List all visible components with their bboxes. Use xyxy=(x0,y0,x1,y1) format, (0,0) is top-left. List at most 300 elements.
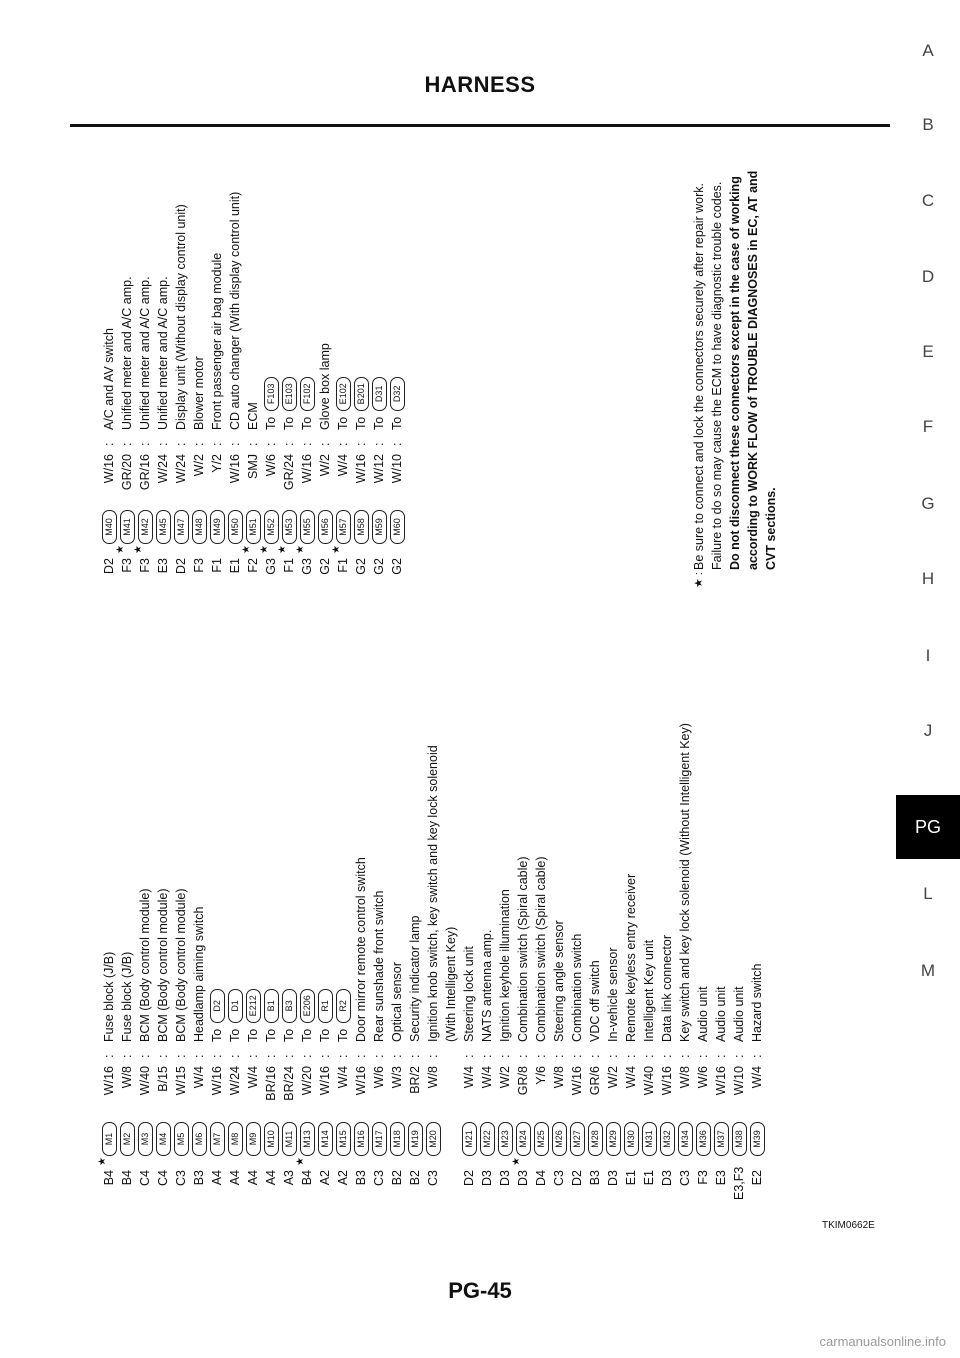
connector-description xyxy=(604,948,622,1043)
separator: : xyxy=(408,1054,422,1058)
description-text: Key switch and key lock solenoid (Without Intelligent Key) xyxy=(678,723,692,1042)
connector-badge: M60 xyxy=(390,510,405,544)
description-text: To xyxy=(354,416,368,430)
separator: : xyxy=(138,1054,152,1058)
mating-connector-badge: B201 xyxy=(354,377,369,411)
description-text: Fuse block (J/B) xyxy=(120,951,134,1042)
connector-badge: M58 xyxy=(354,510,369,544)
side-tab-bar xyxy=(896,0,960,1358)
wire-spec: GR/24 xyxy=(282,454,296,491)
description-text: A/C and AV switch xyxy=(102,328,116,430)
wire-spec: W/16 xyxy=(714,1066,728,1096)
side-tab-m[interactable]: M xyxy=(920,960,936,980)
connector-description xyxy=(532,857,550,1043)
grid-ref: B4 xyxy=(102,1170,116,1186)
grid-ref: D2 xyxy=(174,558,188,574)
connector-badge: M48 xyxy=(192,510,207,544)
separator: : xyxy=(282,442,296,446)
wire-spec: W/2 xyxy=(498,1066,512,1089)
connector-description xyxy=(316,343,334,430)
separator: : xyxy=(372,442,386,446)
connector-description xyxy=(334,377,352,430)
connector-badge: M41 xyxy=(120,510,135,544)
connector-badge: M5 xyxy=(174,1122,189,1156)
connector-description xyxy=(352,857,370,1042)
connector-description xyxy=(640,940,658,1042)
separator: : xyxy=(714,1054,728,1058)
separator: : xyxy=(192,1054,206,1058)
star-icon: ★ xyxy=(133,545,144,554)
connector-badge: M28 xyxy=(588,1122,603,1156)
connector-description xyxy=(586,960,604,1042)
grid-ref: D2 xyxy=(462,1170,476,1186)
side-tab-i[interactable]: I xyxy=(925,645,931,665)
description-text: NATS antenna amp. xyxy=(480,929,494,1042)
grid-ref: E1 xyxy=(228,558,242,574)
connector-description xyxy=(136,276,154,430)
note-line xyxy=(762,148,780,588)
wire-spec: W/16 xyxy=(102,454,116,484)
separator: : xyxy=(318,442,332,446)
connector-description xyxy=(244,402,262,430)
description-text: Blower motor xyxy=(192,356,206,430)
star-icon: ★ xyxy=(97,1157,108,1166)
grid-ref: A4 xyxy=(264,1170,278,1186)
connector-description xyxy=(712,986,730,1042)
grid-ref: G2 xyxy=(318,558,332,575)
connector-description xyxy=(208,989,226,1042)
separator: : xyxy=(462,1054,476,1058)
mating-connector-badge: D1 xyxy=(228,989,243,1023)
separator: : xyxy=(174,442,188,446)
description-text: Door mirror remote control switch xyxy=(354,857,368,1042)
grid-ref: G3 xyxy=(300,558,314,575)
wire-spec: W/4 xyxy=(462,1066,476,1089)
description-text: Hazard switch xyxy=(750,963,764,1042)
connector-badge: M47 xyxy=(174,510,189,544)
grid-ref: F3 xyxy=(138,558,152,573)
wire-spec: W/4 xyxy=(480,1066,494,1089)
separator: : xyxy=(120,1054,134,1058)
grid-ref: E1 xyxy=(624,1170,638,1186)
description-text: To xyxy=(390,416,404,430)
connector-badge: M20 xyxy=(426,1122,441,1156)
note-text: Be sure to connect and lock the connectors securely after repair work. xyxy=(692,183,706,570)
caution-note xyxy=(690,148,780,588)
connector-badge: M37 xyxy=(714,1122,729,1156)
side-tab-pg[interactable]: PG xyxy=(896,795,960,859)
description-text: To xyxy=(246,1028,260,1042)
wire-spec: W/3 xyxy=(390,1066,404,1089)
note-text: Failure to do so may cause the ECM to have diagnostic trouble codes. xyxy=(710,181,724,570)
connector-description xyxy=(298,377,316,430)
grid-ref: B3 xyxy=(354,1170,368,1186)
connector-badge: M13 xyxy=(300,1122,315,1156)
connector-badge: M8 xyxy=(228,1122,243,1156)
connector-badge: M39 xyxy=(750,1122,765,1156)
grid-ref: D3 xyxy=(606,1170,620,1186)
description-text: VDC off switch xyxy=(588,960,602,1042)
connector-badge: M24 xyxy=(516,1122,531,1156)
grid-ref: D2 xyxy=(102,558,116,574)
description-text: Combination switch (Spiral cable) xyxy=(516,856,530,1042)
wire-spec: W/40 xyxy=(138,1066,152,1096)
mating-connector-badge: D32 xyxy=(390,377,405,411)
connector-description xyxy=(676,723,694,1042)
description-text: To xyxy=(282,416,296,430)
mating-connector-badge: E103 xyxy=(282,377,297,411)
connector-badge: M50 xyxy=(228,510,243,544)
mating-connector-badge: D31 xyxy=(372,377,387,411)
description-text: Unified meter and A/C amp. xyxy=(156,276,170,430)
grid-ref: A2 xyxy=(318,1170,332,1186)
description-text: Combination switch xyxy=(570,933,584,1042)
separator: : xyxy=(210,442,224,446)
wire-spec: W/8 xyxy=(426,1066,440,1089)
connector-badge: M45 xyxy=(156,510,171,544)
wire-spec: W/4 xyxy=(192,1066,206,1089)
separator: : xyxy=(156,1054,170,1058)
wire-spec: W/24 xyxy=(228,1066,242,1096)
side-tab-e[interactable]: E xyxy=(922,341,934,361)
star-icon: ★ xyxy=(259,545,270,554)
side-tab-l[interactable]: L xyxy=(923,884,933,904)
grid-ref: B2 xyxy=(390,1170,404,1186)
description-text: Unified meter and A/C amp. xyxy=(138,276,152,430)
mating-connector-badge: F102 xyxy=(300,377,315,411)
wire-spec: W/12 xyxy=(372,454,386,484)
description-text: Steering lock unit xyxy=(462,946,476,1042)
grid-ref: C3 xyxy=(372,1170,386,1186)
side-tab-b[interactable]: B xyxy=(922,114,934,134)
wire-spec: W/2 xyxy=(318,454,332,477)
wire-spec: W/10 xyxy=(732,1066,746,1096)
mating-connector-badge: D2 xyxy=(210,989,225,1023)
wire-spec: W/4 xyxy=(336,1066,350,1089)
wire-spec: B/15 xyxy=(156,1066,170,1092)
grid-ref: B4 xyxy=(120,1170,134,1186)
connector-description xyxy=(478,930,496,1042)
grid-ref: B4 xyxy=(300,1170,314,1186)
grid-ref: D4 xyxy=(534,1170,548,1186)
wire-spec: W/6 xyxy=(696,1066,710,1089)
grid-ref: E1 xyxy=(642,1170,656,1186)
description-text: To xyxy=(264,416,278,430)
description-text: To xyxy=(336,416,350,430)
description-text: In-vehicle sensor xyxy=(606,947,620,1042)
description-text: To xyxy=(300,1028,314,1042)
wire-spec: W/16 xyxy=(210,1066,224,1096)
grid-ref: B2 xyxy=(408,1170,422,1186)
connector-badge: M21 xyxy=(462,1122,477,1156)
wire-spec: W/2 xyxy=(606,1066,620,1089)
description-text: To xyxy=(372,416,386,430)
connector-description xyxy=(280,989,298,1042)
description-text: Remote keyless entry receiver xyxy=(624,873,638,1042)
grid-ref: E2 xyxy=(750,1170,764,1186)
connector-description xyxy=(298,989,316,1042)
grid-ref: E3 xyxy=(714,1170,728,1186)
connector-description xyxy=(568,934,586,1042)
connector-description xyxy=(622,874,640,1042)
note-line xyxy=(726,148,744,588)
side-tab-f[interactable]: F xyxy=(922,417,934,437)
separator: : xyxy=(390,442,404,446)
connector-badge: M30 xyxy=(624,1122,639,1156)
side-tab-a[interactable]: A xyxy=(922,40,934,60)
connector-description xyxy=(262,989,280,1042)
page-number: PG-45 xyxy=(448,1278,512,1303)
wire-spec: BR/16 xyxy=(264,1066,278,1101)
note-line xyxy=(690,148,708,588)
connector-badge: M29 xyxy=(606,1122,621,1156)
star-icon: ★ xyxy=(295,1157,306,1166)
grid-ref: C4 xyxy=(138,1170,152,1186)
wire-spec: W/8 xyxy=(678,1066,692,1089)
wire-spec: W/16 xyxy=(570,1066,584,1096)
mating-connector-badge: E206 xyxy=(300,989,315,1023)
description-text: Combination switch (Spiral cable) xyxy=(534,856,548,1042)
grid-ref: A3 xyxy=(282,1170,296,1186)
description-text: Glove box lamp xyxy=(318,343,332,430)
grid-ref: F3 xyxy=(696,1170,710,1185)
mating-connector-badge: E212 xyxy=(246,989,261,1023)
connector-list-rotated xyxy=(97,170,800,1200)
connector-badge: M23 xyxy=(498,1122,513,1156)
description-text: Audio unit xyxy=(732,986,746,1042)
connector-badge: M36 xyxy=(696,1122,711,1156)
connector-description xyxy=(190,356,208,430)
grid-ref: G2 xyxy=(354,558,368,575)
separator: : xyxy=(570,1054,584,1058)
connector-description xyxy=(388,962,406,1042)
connector-description xyxy=(100,328,118,430)
mating-connector-badge: B3 xyxy=(282,989,297,1023)
wire-spec: W/20 xyxy=(300,1066,314,1096)
connector-description xyxy=(118,276,136,430)
wire-spec: W/16 xyxy=(660,1066,674,1096)
wire-spec: GR/6 xyxy=(588,1066,602,1096)
description-text: To xyxy=(264,1028,278,1042)
grid-ref: D3 xyxy=(480,1170,494,1186)
separator: : xyxy=(354,1054,368,1058)
wire-spec: W/16 xyxy=(228,454,242,484)
note-text: according to WORK FLOW of TROUBLE DIAGNOSES in EC, AT and xyxy=(746,170,760,570)
separator: : xyxy=(696,1054,710,1058)
separator: : xyxy=(210,1054,224,1058)
grid-ref: G3 xyxy=(264,558,278,575)
grid-ref: F1 xyxy=(210,558,224,573)
description-text: Display unit (Without display control unit) xyxy=(174,204,188,430)
connector-badge: M52 xyxy=(264,510,279,544)
connector-description xyxy=(388,377,406,430)
separator: : xyxy=(390,1054,404,1058)
separator: : xyxy=(516,1054,530,1058)
wire-spec: GR/16 xyxy=(138,454,152,491)
connector-badge: M4 xyxy=(156,1122,171,1156)
grid-ref: D2 xyxy=(570,1170,584,1186)
description-text: Headlamp aiming switch xyxy=(192,906,206,1042)
connector-description xyxy=(208,253,226,430)
description-text: Intelligent Key unit xyxy=(642,939,656,1042)
wire-spec: W/16 xyxy=(354,454,368,484)
separator: : xyxy=(102,1054,116,1058)
grid-ref: A2 xyxy=(336,1170,350,1186)
description-text: Ignition keyhole illumination xyxy=(498,889,512,1042)
grid-ref: G2 xyxy=(390,558,404,575)
grid-ref: F3 xyxy=(120,558,134,573)
wire-spec: W/16 xyxy=(102,1066,116,1096)
separator: : xyxy=(138,442,152,446)
connector-description xyxy=(442,927,460,1042)
separator: : xyxy=(750,1054,764,1058)
separator: : xyxy=(354,442,368,446)
connector-description xyxy=(370,377,388,430)
side-tab-h[interactable]: H xyxy=(921,569,935,589)
description-text: Unified meter and A/C amp. xyxy=(120,276,134,430)
wire-spec: W/8 xyxy=(552,1066,566,1089)
description-text: Security indicator lamp xyxy=(408,915,422,1042)
wire-spec: W/16 xyxy=(354,1066,368,1096)
wire-spec: W/6 xyxy=(264,454,278,477)
connector-description xyxy=(370,891,388,1042)
connector-description xyxy=(730,986,748,1042)
side-tab-j[interactable]: J xyxy=(923,721,933,740)
wire-spec: GR/20 xyxy=(120,454,134,491)
grid-ref: F2 xyxy=(246,558,260,573)
description-text: Fuse block (J/B) xyxy=(102,951,116,1042)
connector-description xyxy=(334,989,352,1042)
watermark: carmanualsonline.info xyxy=(819,1334,946,1349)
grid-ref: A4 xyxy=(228,1170,242,1186)
side-tab-c[interactable]: C xyxy=(921,191,935,211)
separator: : xyxy=(282,1054,296,1058)
separator: : xyxy=(588,1054,602,1058)
description-text: BCM (Body control module) xyxy=(156,888,170,1042)
connector-description xyxy=(190,907,208,1042)
grid-ref: C4 xyxy=(156,1170,170,1186)
description-text: To xyxy=(336,1028,350,1042)
connector-description xyxy=(172,888,190,1042)
description-text: BCM (Body control module) xyxy=(138,888,152,1042)
mating-connector-badge: B1 xyxy=(264,989,279,1023)
connector-badge: M10 xyxy=(264,1122,279,1156)
connector-badge: M25 xyxy=(534,1122,549,1156)
connector-badge: M51 xyxy=(246,510,261,544)
connector-badge: M38 xyxy=(732,1122,747,1156)
separator: : xyxy=(246,442,260,446)
header-rule xyxy=(70,124,890,127)
description-text: To xyxy=(318,1028,332,1042)
note-line xyxy=(744,148,762,588)
connector-badge: M26 xyxy=(552,1122,567,1156)
wire-spec: Y/6 xyxy=(534,1066,548,1085)
connector-description xyxy=(352,377,370,430)
connector-badge: M19 xyxy=(408,1122,423,1156)
grid-ref: D3 xyxy=(498,1170,512,1186)
side-tab-d[interactable]: D xyxy=(921,266,935,286)
mating-connector-badge: E102 xyxy=(336,377,351,411)
grid-ref: C3 xyxy=(174,1170,188,1186)
description-text: To xyxy=(282,1028,296,1042)
side-tab-g[interactable]: G xyxy=(921,493,935,513)
connector-badge: M22 xyxy=(480,1122,495,1156)
mating-connector-badge: R2 xyxy=(336,989,351,1023)
description-text: Rear sunshade front switch xyxy=(372,890,386,1042)
connector-description xyxy=(172,204,190,430)
description-text: Data link connector xyxy=(660,934,674,1042)
separator: : xyxy=(552,1054,566,1058)
grid-ref: D3 xyxy=(516,1170,530,1186)
wire-spec: W/16 xyxy=(300,454,314,484)
description-text: Audio unit xyxy=(714,986,728,1042)
separator: : xyxy=(732,1054,746,1058)
connector-badge: M6 xyxy=(192,1122,207,1156)
connector-badge: M27 xyxy=(570,1122,585,1156)
wire-spec: W/6 xyxy=(372,1066,386,1089)
connector-description xyxy=(496,889,514,1042)
grid-ref: B3 xyxy=(192,1170,206,1186)
figure-code: TKIM0662E xyxy=(822,1220,875,1231)
connector-badge: M32 xyxy=(660,1122,675,1156)
connector-description xyxy=(154,888,172,1042)
note-text: Do not disconnect these connectors except in the case of working xyxy=(728,176,742,570)
separator: : xyxy=(156,442,170,446)
connector-description xyxy=(316,989,334,1042)
separator: : xyxy=(102,442,116,446)
connector-badge: M56 xyxy=(318,510,333,544)
grid-ref: F1 xyxy=(282,558,296,573)
grid-ref: G2 xyxy=(372,558,386,575)
connector-description xyxy=(406,916,424,1042)
separator: : xyxy=(174,1054,188,1058)
connector-description xyxy=(658,935,676,1042)
wire-spec: W/4 xyxy=(750,1066,764,1089)
separator: : xyxy=(318,1054,332,1058)
separator: : xyxy=(228,442,242,446)
wire-spec: W/24 xyxy=(174,454,188,484)
connector-description xyxy=(280,377,298,430)
description-text: To xyxy=(228,1028,242,1042)
connector-badge: M40 xyxy=(102,510,117,544)
connector-badge: M16 xyxy=(354,1122,369,1156)
wire-spec: Y/2 xyxy=(210,454,224,473)
grid-ref: C3 xyxy=(678,1170,692,1186)
star-icon: ★ xyxy=(241,545,252,554)
connector-description xyxy=(226,192,244,430)
description-text: Audio unit xyxy=(696,986,710,1042)
connector-badge: M11 xyxy=(282,1122,297,1156)
wire-spec: W/16 xyxy=(318,1066,332,1096)
wire-spec: BR/2 xyxy=(408,1066,422,1094)
connector-description xyxy=(424,745,442,1042)
separator: : xyxy=(300,442,314,446)
connector-badge: M55 xyxy=(300,510,315,544)
separator: : xyxy=(246,1054,260,1058)
connector-description xyxy=(118,952,136,1042)
connector-description xyxy=(154,276,172,430)
wire-spec: W/40 xyxy=(642,1066,656,1096)
description-text: ECM xyxy=(246,402,260,430)
description-text: Ignition knob switch, key switch and key lock solenoid xyxy=(426,745,440,1042)
connector-badge: M14 xyxy=(318,1122,333,1156)
connector-badge: M3 xyxy=(138,1122,153,1156)
wire-spec: BR/24 xyxy=(282,1066,296,1101)
connector-description xyxy=(748,964,766,1043)
connector-badge: M57 xyxy=(336,510,351,544)
grid-ref: D3 xyxy=(660,1170,674,1186)
connector-description xyxy=(136,888,154,1042)
